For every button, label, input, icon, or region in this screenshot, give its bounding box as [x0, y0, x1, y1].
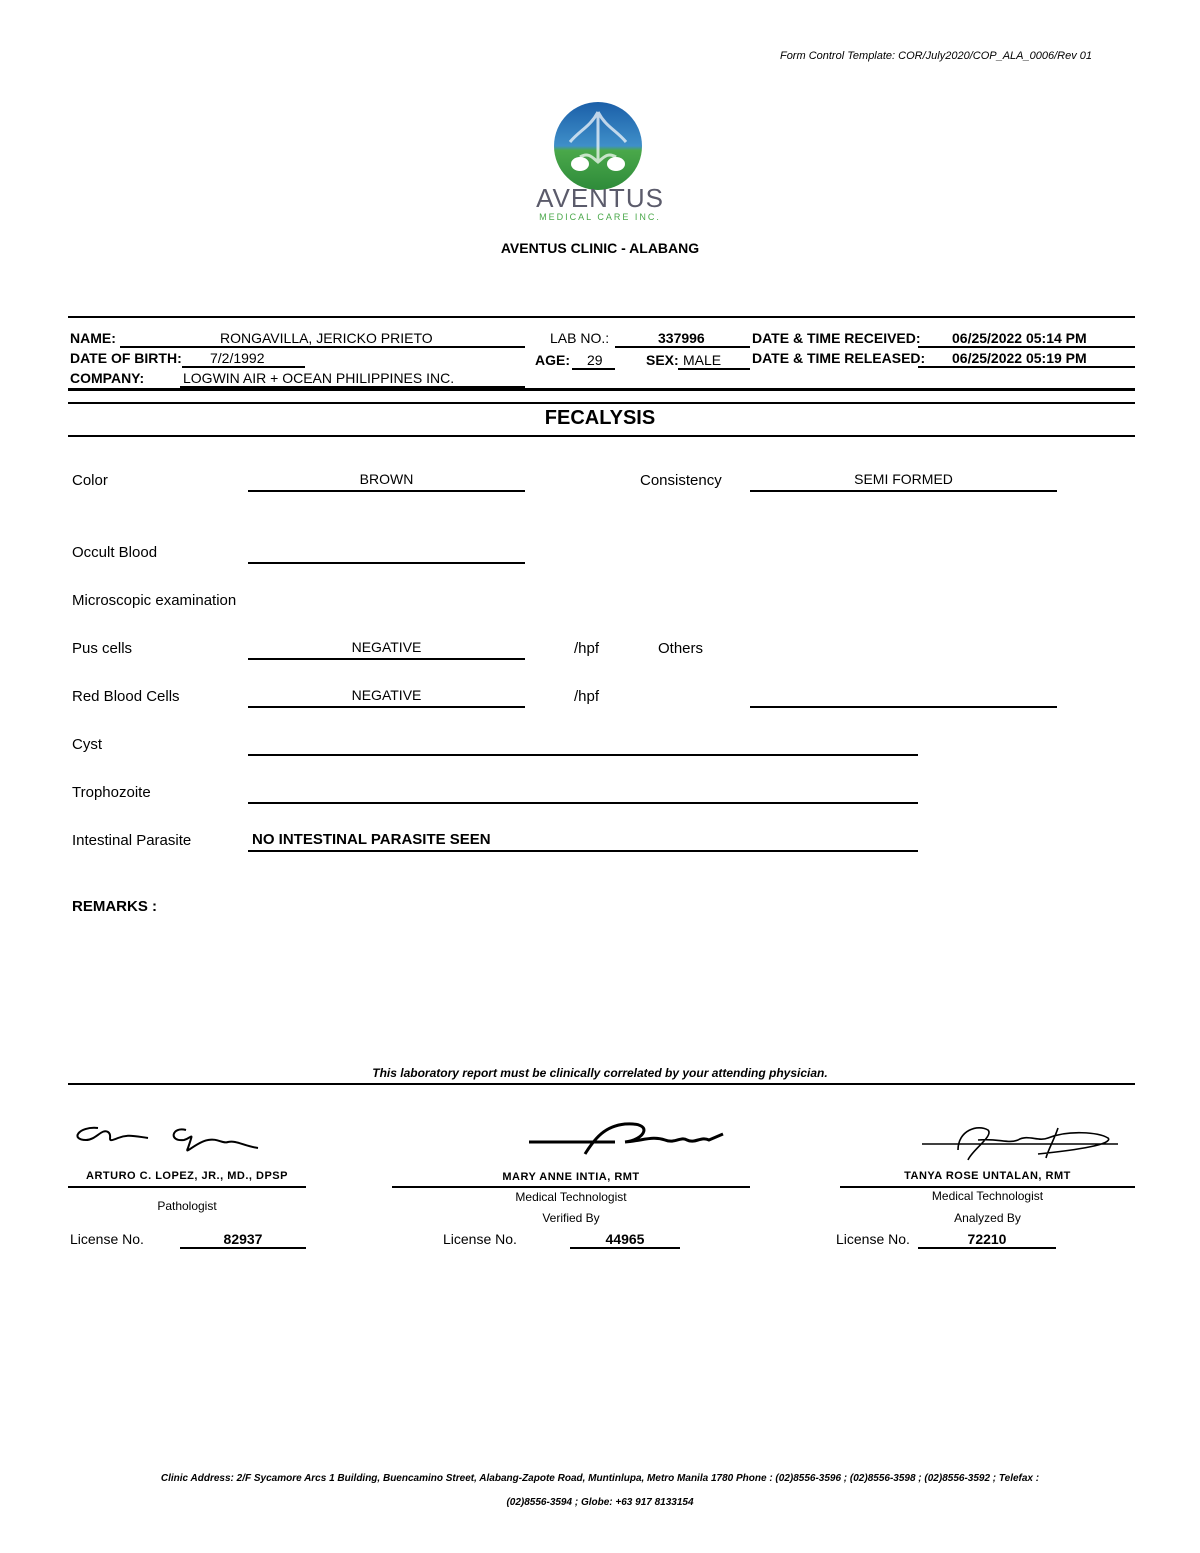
signatory-1-line	[68, 1186, 306, 1188]
title-rule-bottom	[68, 435, 1135, 437]
name-label: NAME:	[70, 330, 116, 346]
clinic-title: AVENTUS CLINIC - ALABANG	[500, 240, 700, 256]
rbc-unit: /hpf	[574, 688, 600, 705]
patient-age: 29	[587, 352, 603, 368]
patient-name: RONGAVILLA, JERICKO PRIETO	[220, 330, 433, 346]
lab-no-underline	[615, 346, 750, 348]
signature-intia	[525, 1118, 735, 1166]
signatory-2-license-label: License No.	[443, 1231, 517, 1247]
signatory-1-name: ARTURO C. LOPEZ, JR., MD., DPSP	[86, 1170, 288, 1182]
signatory-2-role2: Verified By	[542, 1211, 600, 1225]
footer-address: Clinic Address: 2/F Sycamore Arcs 1 Building, Buencamino Street, Alabang-Zapote Road, Muntinlupa, Metro Manila 1780 Phone : (02)8556-3596 ; (02)8556-3598 ; (02)8556-3592 ; Telefax :	[160, 1473, 1040, 1484]
signature-untalan	[918, 1120, 1133, 1164]
logo-subtitle: MEDICAL CARE INC.	[539, 212, 661, 222]
consistency-underline	[750, 490, 1057, 492]
name-underline	[120, 346, 525, 348]
parasite-underline	[248, 850, 918, 852]
cyst-underline	[248, 754, 918, 756]
pus-cells-label: Pus cells	[72, 640, 133, 657]
signatory-1-role: Pathologist	[157, 1199, 217, 1213]
color-value: BROWN	[359, 471, 414, 487]
pus-cells-unit: /hpf	[574, 640, 600, 657]
signatory-3-license-label: License No.	[836, 1231, 910, 1247]
others-underline	[750, 706, 1057, 708]
signatory-2-line	[392, 1186, 750, 1188]
pus-cells-underline	[248, 658, 525, 660]
sex-label: SEX:	[646, 352, 679, 368]
top-rule	[68, 316, 1135, 318]
signatory-2-license: 44965	[605, 1231, 645, 1247]
signatory-3-name: TANYA ROSE UNTALAN, RMT	[904, 1170, 1071, 1182]
patient-dob: 7/2/1992	[210, 350, 265, 366]
test-title: FECALYSIS	[544, 407, 656, 429]
signature-lopez	[68, 1118, 268, 1158]
footer-contact: (02)8556-3594 ; Globe: +63 917 8133154	[506, 1497, 694, 1508]
remarks-label: REMARKS :	[72, 898, 157, 915]
patient-sex: MALE	[683, 352, 722, 368]
occult-blood-underline	[248, 562, 525, 564]
trophozoite-underline	[248, 802, 918, 804]
others-label: Others	[658, 640, 704, 657]
color-underline	[248, 490, 525, 492]
signatory-1-license-underline	[180, 1247, 306, 1249]
signatory-3-license-underline	[918, 1247, 1056, 1249]
signatory-2-role: Medical Technologist	[515, 1190, 627, 1204]
released-datetime: 06/25/2022 05:19 PM	[952, 350, 1087, 366]
dob-underline	[182, 366, 305, 368]
sex-underline	[678, 368, 750, 370]
parasite-label: Intestinal Parasite	[72, 832, 192, 849]
microscopic-label: Microscopic examination	[72, 592, 237, 609]
rbc-underline	[248, 706, 525, 708]
signature-rule	[68, 1083, 1135, 1085]
released-label: DATE & TIME RELEASED:	[752, 350, 926, 366]
consistency-label: Consistency	[640, 472, 722, 489]
occult-blood-label: Occult Blood	[72, 544, 158, 561]
signatory-2-license-underline	[570, 1247, 680, 1249]
received-datetime: 06/25/2022 05:14 PM	[952, 330, 1087, 346]
dob-label: DATE OF BIRTH:	[70, 350, 182, 366]
signatory-3-line	[840, 1186, 1135, 1188]
company-label: COMPANY:	[70, 370, 145, 386]
cyst-label: Cyst	[72, 736, 102, 753]
age-label: AGE:	[535, 352, 570, 368]
signatory-2-name: MARY ANNE INTIA, RMT	[502, 1171, 640, 1183]
color-label: Color	[72, 472, 108, 489]
consistency-value: SEMI FORMED	[854, 471, 953, 487]
released-underline	[918, 366, 1135, 368]
form-control-code: Form Control Template: COR/July2020/COP_ALA_0006/Rev 01	[779, 50, 1092, 62]
signatory-3-role2: Analyzed By	[954, 1211, 1021, 1225]
rbc-label: Red Blood Cells	[72, 688, 180, 705]
logo-wordmark: AVENTUS	[536, 183, 664, 213]
age-underline	[572, 368, 615, 370]
received-label: DATE & TIME RECEIVED:	[752, 330, 921, 346]
signatory-3-license: 72210	[967, 1231, 1007, 1247]
trophozoite-label: Trophozoite	[72, 784, 151, 801]
received-underline	[918, 346, 1135, 348]
lab-no: 337996	[658, 330, 705, 346]
patient-company: LOGWIN AIR + OCEAN PHILIPPINES INC.	[183, 370, 455, 386]
rbc-value: NEGATIVE	[351, 687, 422, 703]
signatory-1-license: 82937	[223, 1231, 263, 1247]
pus-cells-value: NEGATIVE	[351, 639, 422, 655]
parasite-value: NO INTESTINAL PARASITE SEEN	[252, 831, 491, 848]
lab-no-label: LAB NO.:	[550, 330, 610, 346]
info-rule-bottom	[68, 388, 1135, 391]
signatory-1-license-label: License No.	[70, 1231, 144, 1247]
title-rule-top	[68, 402, 1135, 404]
signatory-3-role: Medical Technologist	[931, 1189, 1044, 1203]
disclaimer: This laboratory report must be clinically correlated by your attending physician.	[372, 1066, 828, 1080]
